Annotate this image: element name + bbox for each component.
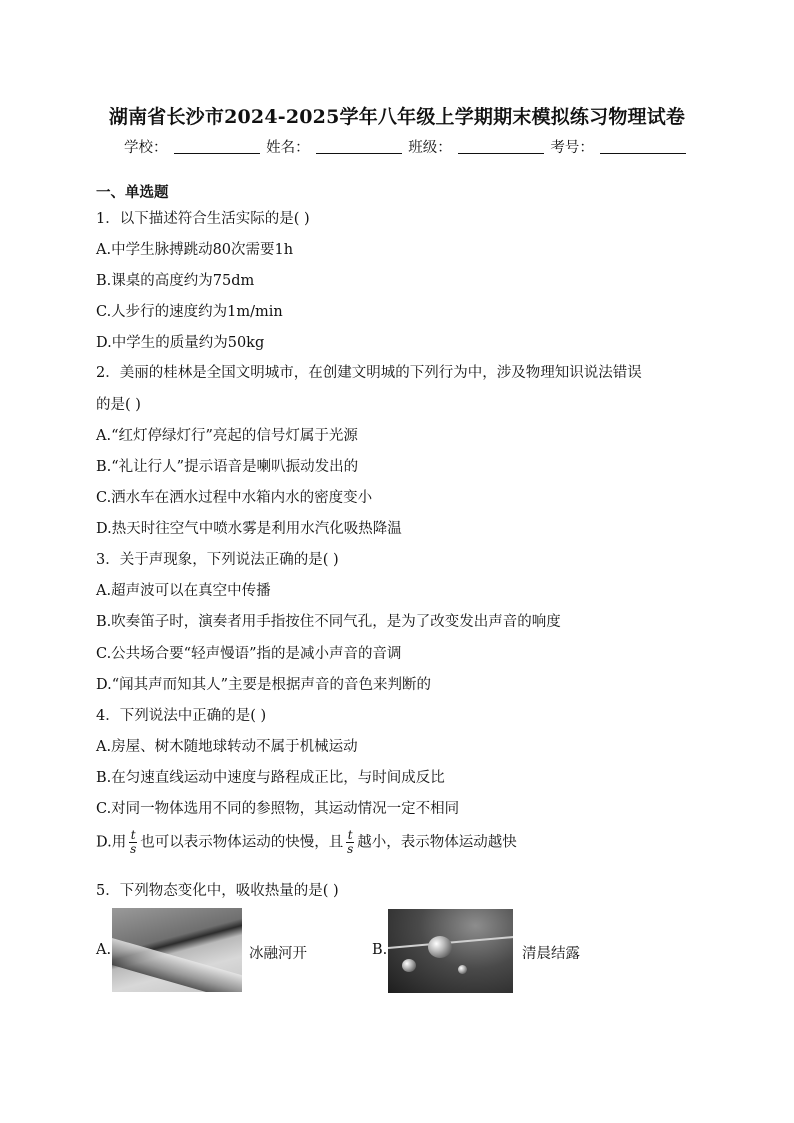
q4-stem: 4．下列说法中正确的是( )	[96, 708, 267, 724]
section-heading: 一、单选题	[96, 184, 169, 201]
q2-stem-line2: 的是( )	[96, 397, 141, 413]
q4-option-c: C.对同一物体选用不同的参照物，其运动情况一定不相同	[96, 801, 460, 817]
dew-drop-photo	[388, 909, 513, 993]
fraction-t-over-s-2	[346, 829, 354, 856]
q2-option-c: C.洒水车在洒水过程中水箱内水的密度变小	[96, 490, 373, 506]
q5-option-a-label: A.	[96, 942, 112, 958]
q2-option-b: B.“礼让行人”提示语音是喇叭振动发出的	[96, 459, 359, 475]
class-blank[interactable]	[458, 139, 544, 154]
fraction-numerator: t	[130, 828, 136, 842]
fraction-denominator: s	[347, 842, 354, 856]
q3-option-b: B.吹奏笛子时，演奏者用手指按住不同气孔，是为了改变发出声音的响度	[96, 614, 561, 630]
q4-option-b: B.在匀速直线运动中速度与路程成正比，与时间成反比	[96, 770, 445, 786]
q5-option-b-caption: 清晨结露	[522, 946, 580, 962]
fraction-numerator: t	[347, 828, 353, 842]
school-label: 学校：	[124, 140, 168, 156]
q4-option-a: A.房屋、树木随地球转动不属于机械运动	[96, 739, 358, 755]
q1-option-a: A.中学生脉搏跳动80次需要1h	[96, 242, 294, 258]
q1-option-c: C.人步行的速度约为1m/min	[96, 304, 283, 320]
q1-stem: 1．以下描述符合生活实际的是( )	[96, 211, 310, 227]
number-label: 考号：	[550, 140, 594, 156]
q3-option-a: A.超声波可以在真空中传播	[96, 583, 271, 599]
q4-d-prefix: D.用	[96, 834, 127, 851]
q1-option-b: B.课桌的高度约为75dm	[96, 273, 255, 289]
q5-stem: 5．下列物态变化中，吸收热量的是( )	[96, 883, 339, 899]
q2-stem-line1: 2．美丽的桂林是全国文明城市，在创建文明城的下列行为中，涉及物理知识说法错误	[96, 365, 642, 381]
q3-option-c: C.公共场合要“轻声慢语”指的是减小声音的音调	[96, 646, 402, 662]
name-label: 姓名：	[266, 140, 310, 156]
q1-option-d: D.中学生的质量约为50kg	[96, 335, 265, 351]
q5-option-a-caption: 冰融河开	[249, 946, 307, 962]
class-label: 班级：	[408, 140, 452, 156]
name-blank[interactable]	[316, 139, 402, 154]
number-blank[interactable]	[600, 139, 686, 154]
q4-option-d	[96, 829, 517, 856]
q5-option-b-label: B.	[372, 942, 388, 958]
q4-d-middle: 也可以表示物体运动的快慢，且	[140, 834, 344, 851]
q2-option-d: D.热天时往空气中喷水雾是利用水汽化吸热降温	[96, 521, 402, 537]
fraction-t-over-s	[129, 829, 137, 856]
page-title: 湖南省长沙市2024-2025学年八年级上学期期末模拟练习物理试卷	[108, 106, 686, 128]
fraction-denominator: s	[130, 842, 137, 856]
q3-stem: 3．关于声现象，下列说法正确的是( )	[96, 552, 339, 568]
q3-option-d: D.“闻其声而知其人”主要是根据声音的音色来判断的	[96, 677, 432, 693]
school-blank[interactable]	[174, 139, 260, 154]
ice-river-photo	[112, 908, 242, 992]
q4-d-suffix: 越小，表示物体运动越快	[357, 834, 517, 851]
q2-option-a: A.“红灯停绿灯行”亮起的信号灯属于光源	[96, 428, 358, 444]
student-info-row	[124, 136, 688, 157]
